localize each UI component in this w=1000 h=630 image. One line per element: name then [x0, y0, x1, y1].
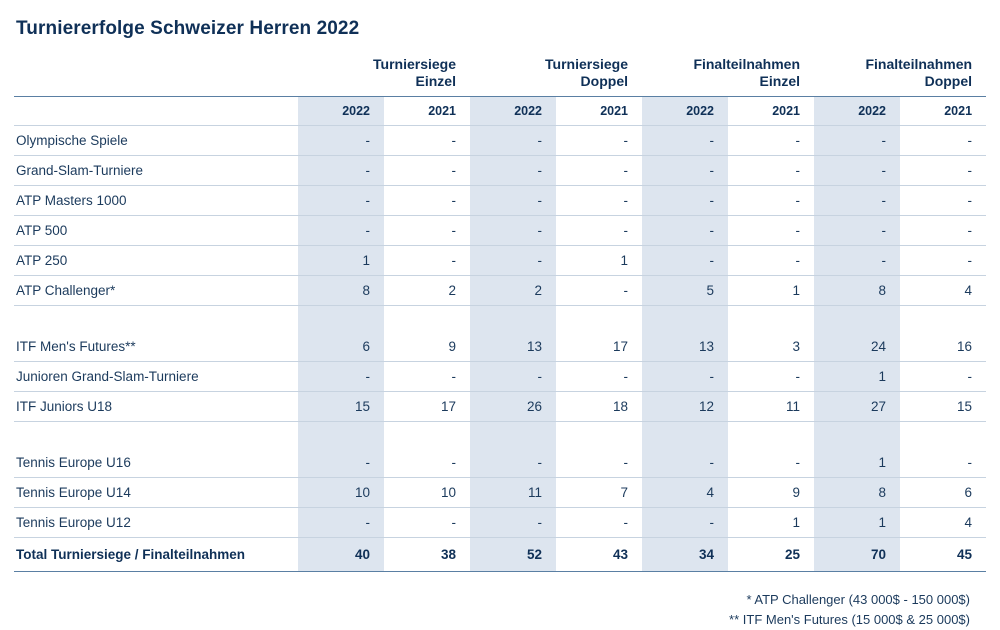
- footnote-atp-challenger: * ATP Challenger (43 000$ - 150 000$): [746, 592, 970, 607]
- totals-value: 34: [642, 538, 728, 572]
- row-value: -: [814, 186, 900, 216]
- row-value: -: [728, 362, 814, 392]
- totals-value: 25: [728, 538, 814, 572]
- year-header-cell: 2021: [384, 97, 470, 126]
- row-value: -: [384, 126, 470, 156]
- row-value: 9: [728, 478, 814, 508]
- row-value: 4: [642, 478, 728, 508]
- row-value: -: [814, 126, 900, 156]
- row-value: -: [298, 508, 384, 538]
- row-value: 5: [642, 276, 728, 306]
- table-row: [14, 508, 986, 538]
- row-label: ITF Juniors U18: [14, 392, 298, 422]
- spacer-cell: [384, 422, 470, 449]
- row-value: -: [556, 216, 642, 246]
- row-value: -: [642, 156, 728, 186]
- row-value: 24: [814, 332, 900, 362]
- group-header-line1: Finalteilnahmen: [693, 56, 801, 72]
- table-spacer-row: [14, 422, 986, 449]
- year-header-cell: 2021: [728, 97, 814, 126]
- totals-row: [14, 538, 986, 572]
- group-header-row: [14, 54, 986, 96]
- row-value: 4: [900, 276, 986, 306]
- row-value: -: [298, 362, 384, 392]
- row-value: -: [556, 186, 642, 216]
- row-value: -: [642, 126, 728, 156]
- row-value: -: [470, 508, 556, 538]
- row-value: 1: [728, 276, 814, 306]
- spacer-cell: [814, 306, 900, 333]
- row-value: 6: [900, 478, 986, 508]
- group-header-line2: Einzel: [415, 73, 456, 89]
- group-header-turniersiege-einzel: [298, 54, 470, 96]
- year-header-row: [14, 97, 986, 126]
- row-value: 2: [470, 276, 556, 306]
- row-value: 27: [814, 392, 900, 422]
- row-value: -: [900, 216, 986, 246]
- spacer-cell: [814, 422, 900, 449]
- row-value: -: [642, 448, 728, 478]
- row-value: -: [900, 126, 986, 156]
- row-value: -: [900, 156, 986, 186]
- group-header-line1: Turniersiege: [373, 56, 456, 72]
- spacer-cell: [298, 306, 384, 333]
- spacer-cell: [642, 306, 728, 333]
- row-value: 15: [900, 392, 986, 422]
- row-label: ATP 250: [14, 246, 298, 276]
- row-value: -: [470, 186, 556, 216]
- row-value: -: [814, 156, 900, 186]
- row-value: 1: [298, 246, 384, 276]
- totals-label: Total Turniersiege / Finalteilnahmen: [14, 538, 298, 572]
- row-value: 9: [384, 332, 470, 362]
- row-value: -: [900, 186, 986, 216]
- row-label: Grand-Slam-Turniere: [14, 156, 298, 186]
- row-value: 17: [556, 332, 642, 362]
- table-row: [14, 156, 986, 186]
- row-value: -: [384, 216, 470, 246]
- row-value: -: [556, 126, 642, 156]
- spacer-cell: [14, 422, 298, 449]
- row-value: 8: [814, 478, 900, 508]
- group-header-spacer: [14, 54, 298, 96]
- row-label: Olympische Spiele: [14, 126, 298, 156]
- row-label: Tennis Europe U14: [14, 478, 298, 508]
- row-value: -: [556, 508, 642, 538]
- row-value: 18: [556, 392, 642, 422]
- row-value: 3: [728, 332, 814, 362]
- year-header-cell: 2021: [900, 97, 986, 126]
- row-value: -: [814, 246, 900, 276]
- spacer-cell: [14, 306, 298, 333]
- row-value: 8: [814, 276, 900, 306]
- row-value: 2: [384, 276, 470, 306]
- row-value: 1: [814, 448, 900, 478]
- year-header-spacer: [14, 97, 298, 126]
- totals-value: 38: [384, 538, 470, 572]
- row-value: 1: [728, 508, 814, 538]
- row-label: ITF Men's Futures**: [14, 332, 298, 362]
- row-value: 11: [728, 392, 814, 422]
- spacer-cell: [642, 422, 728, 449]
- row-value: 11: [470, 478, 556, 508]
- row-value: -: [814, 216, 900, 246]
- row-value: -: [298, 186, 384, 216]
- row-value: -: [642, 508, 728, 538]
- group-header-line1: Finalteilnahmen: [865, 56, 973, 72]
- row-label: ATP 500: [14, 216, 298, 246]
- row-value: -: [556, 156, 642, 186]
- spacer-cell: [470, 422, 556, 449]
- row-value: -: [642, 186, 728, 216]
- row-value: -: [728, 126, 814, 156]
- group-header-line2: Doppel: [924, 73, 973, 89]
- group-header-finalteilnahmen-einzel: [642, 54, 814, 96]
- group-header-turniersiege-doppel: [470, 54, 642, 96]
- spacer-cell: [728, 422, 814, 449]
- row-value: -: [900, 246, 986, 276]
- spacer-cell: [556, 422, 642, 449]
- totals-value: 40: [298, 538, 384, 572]
- group-header-finalteilnahmen-doppel: [814, 54, 986, 96]
- footnotes: [14, 590, 986, 630]
- row-value: -: [298, 448, 384, 478]
- row-value: -: [900, 362, 986, 392]
- row-value: -: [298, 216, 384, 246]
- row-value: -: [384, 448, 470, 478]
- table-spacer-row: [14, 306, 986, 333]
- table-row: [14, 276, 986, 306]
- row-label: ATP Challenger*: [14, 276, 298, 306]
- row-value: -: [298, 126, 384, 156]
- row-value: -: [470, 156, 556, 186]
- row-value: 26: [470, 392, 556, 422]
- totals-value: 70: [814, 538, 900, 572]
- row-value: -: [298, 156, 384, 186]
- table-row: [14, 246, 986, 276]
- row-value: -: [728, 156, 814, 186]
- table-row: [14, 392, 986, 422]
- group-header-line2: Einzel: [759, 73, 801, 89]
- year-header-cell: 2022: [814, 97, 900, 126]
- year-header-cell: 2022: [298, 97, 384, 126]
- row-value: 8: [298, 276, 384, 306]
- row-value: 10: [384, 478, 470, 508]
- year-header-cell: 2022: [470, 97, 556, 126]
- table-row: [14, 362, 986, 392]
- tournament-results-table: [14, 54, 986, 572]
- totals-value: 43: [556, 538, 642, 572]
- row-value: -: [728, 448, 814, 478]
- row-value: 1: [814, 508, 900, 538]
- row-label: Tennis Europe U12: [14, 508, 298, 538]
- row-value: 12: [642, 392, 728, 422]
- row-value: -: [384, 246, 470, 276]
- spacer-cell: [384, 306, 470, 333]
- row-value: -: [900, 448, 986, 478]
- row-label: ATP Masters 1000: [14, 186, 298, 216]
- row-value: -: [728, 246, 814, 276]
- row-value: -: [642, 216, 728, 246]
- spacer-cell: [728, 306, 814, 333]
- row-value: 10: [298, 478, 384, 508]
- row-value: -: [728, 186, 814, 216]
- group-header-line1: Turniersiege: [545, 56, 628, 72]
- row-value: -: [384, 508, 470, 538]
- row-label: Junioren Grand-Slam-Turniere: [14, 362, 298, 392]
- row-value: -: [384, 362, 470, 392]
- row-value: 13: [642, 332, 728, 362]
- footnote-itf-mens-futures: ** ITF Men's Futures (15 000$ & 25 000$): [729, 612, 970, 627]
- row-label: Tennis Europe U16: [14, 448, 298, 478]
- row-value: 15: [298, 392, 384, 422]
- row-value: -: [556, 448, 642, 478]
- row-value: 16: [900, 332, 986, 362]
- totals-value: 45: [900, 538, 986, 572]
- totals-value: 52: [470, 538, 556, 572]
- table-row: [14, 126, 986, 156]
- row-value: -: [384, 156, 470, 186]
- row-value: -: [470, 448, 556, 478]
- spacer-cell: [900, 422, 986, 449]
- row-value: -: [470, 126, 556, 156]
- table-row: [14, 216, 986, 246]
- row-value: 4: [900, 508, 986, 538]
- page-title: Turniererfolge Schweizer Herren 2022: [16, 18, 360, 39]
- table-row: [14, 332, 986, 362]
- row-value: -: [556, 276, 642, 306]
- spacer-cell: [470, 306, 556, 333]
- table-row: [14, 186, 986, 216]
- year-header-cell: 2021: [556, 97, 642, 126]
- table-row: [14, 478, 986, 508]
- row-value: -: [470, 216, 556, 246]
- row-value: -: [728, 216, 814, 246]
- row-value: -: [642, 246, 728, 276]
- table-row: [14, 448, 986, 478]
- row-value: 1: [556, 246, 642, 276]
- row-value: -: [384, 186, 470, 216]
- row-value: 17: [384, 392, 470, 422]
- spacer-cell: [298, 422, 384, 449]
- row-value: -: [470, 246, 556, 276]
- row-value: -: [470, 362, 556, 392]
- row-value: 1: [814, 362, 900, 392]
- row-value: 6: [298, 332, 384, 362]
- row-value: -: [556, 362, 642, 392]
- table-body: [14, 54, 986, 572]
- group-header-line2: Doppel: [580, 73, 628, 89]
- year-header-cell: 2022: [642, 97, 728, 126]
- row-value: -: [642, 362, 728, 392]
- spacer-cell: [556, 306, 642, 333]
- row-value: 13: [470, 332, 556, 362]
- row-value: 7: [556, 478, 642, 508]
- spacer-cell: [900, 306, 986, 333]
